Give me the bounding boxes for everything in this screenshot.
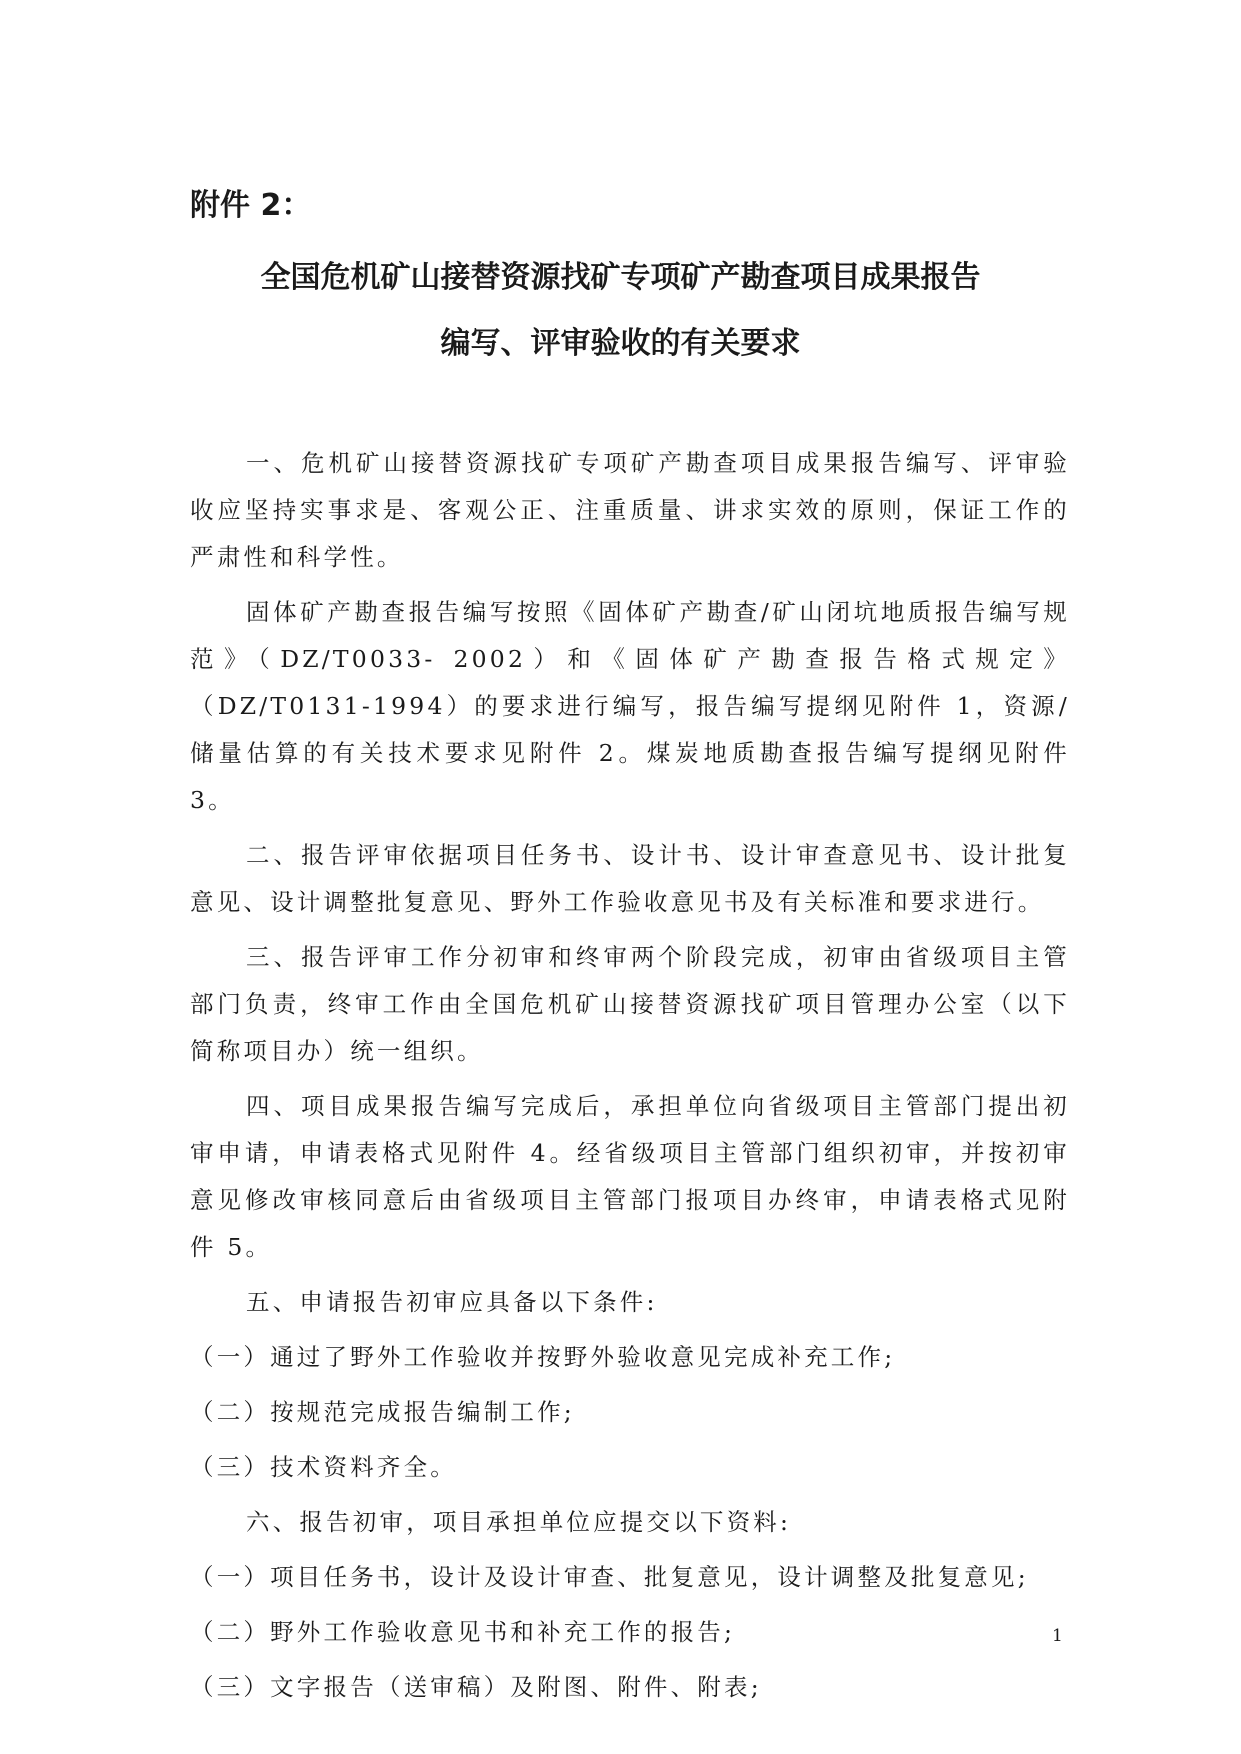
document-body xyxy=(190,440,1070,1719)
paragraph-principles: 一、危机矿山接替资源找矿专项矿产勘查项目成果报告编写、评审验收应坚持实事求是、客观公正、注重质量、讲求实效的原则，保证工作的严肃性和科学性。 xyxy=(190,449,1070,571)
list-item-condition-2: （二）按规范完成报告编制工作; xyxy=(190,1398,575,1426)
paragraph-review-stages: 三、报告评审工作分初审和终审两个阶段完成，初审由省级项目主管部门负责，终审工作由全国危机矿山接替资源找矿项目管理办公室（以下简称项目办）统一组织。 xyxy=(190,943,1070,1065)
paragraph-materials-heading: 六、报告初审，项目承担单位应提交以下资料: xyxy=(246,1508,792,1536)
paragraph-submission-process: 四、项目成果报告编写完成后，承担单位向省级项目主管部门提出初审申请，申请表格式见附件 4。经省级项目主管部门组织初审，并按初审意见修改审核同意后由省级项目主管部门报项目办终审，申请表格式见附件 5。 xyxy=(190,1092,1070,1261)
list-item-condition-1: （一）通过了野外工作验收并按野外验收意见完成补充工作; xyxy=(190,1343,896,1371)
document-title-line-1: 全国危机矿山接替资源找矿专项矿产勘查项目成果报告 xyxy=(260,260,981,295)
paragraph-conditions-heading: 五、申请报告初审应具备以下条件: xyxy=(246,1288,658,1316)
paragraph-solid-mineral-standards: 固体矿产勘查报告编写按照《固体矿产勘查/矿山闭坑地质报告编写规范》（DZ/T0033- 2002）和《固体矿产勘查报告格式规定》（DZ/T0131-1994）的要求进行编写，报告编写提纲见附件 1，资源/储量估算的有关技术要求见附件 2。煤炭地质勘查报告编写提纲见附件 3。 xyxy=(190,598,1070,814)
paragraph-review-basis: 二、报告评审依据项目任务书、设计书、设计审查意见书、设计批复意见、设计调整批复意见、野外工作验收意见书及有关标准和要求进行。 xyxy=(190,841,1070,916)
list-item-material-1: （一）项目任务书，设计及设计审查、批复意见，设计调整及批复意见; xyxy=(190,1563,1029,1591)
list-item-material-2: （二）野外工作验收意见书和补充工作的报告; xyxy=(190,1618,736,1646)
list-item-material-3: （三）文字报告（送审稿）及附图、附件、附表; xyxy=(190,1673,762,1701)
document-title-line-2: 编写、评审验收的有关要求 xyxy=(440,326,801,361)
list-item-condition-3: （三）技术资料齐全。 xyxy=(190,1453,457,1481)
page-number: 1 xyxy=(1052,1626,1063,1646)
attachment-label: 附件 2： xyxy=(190,188,312,223)
